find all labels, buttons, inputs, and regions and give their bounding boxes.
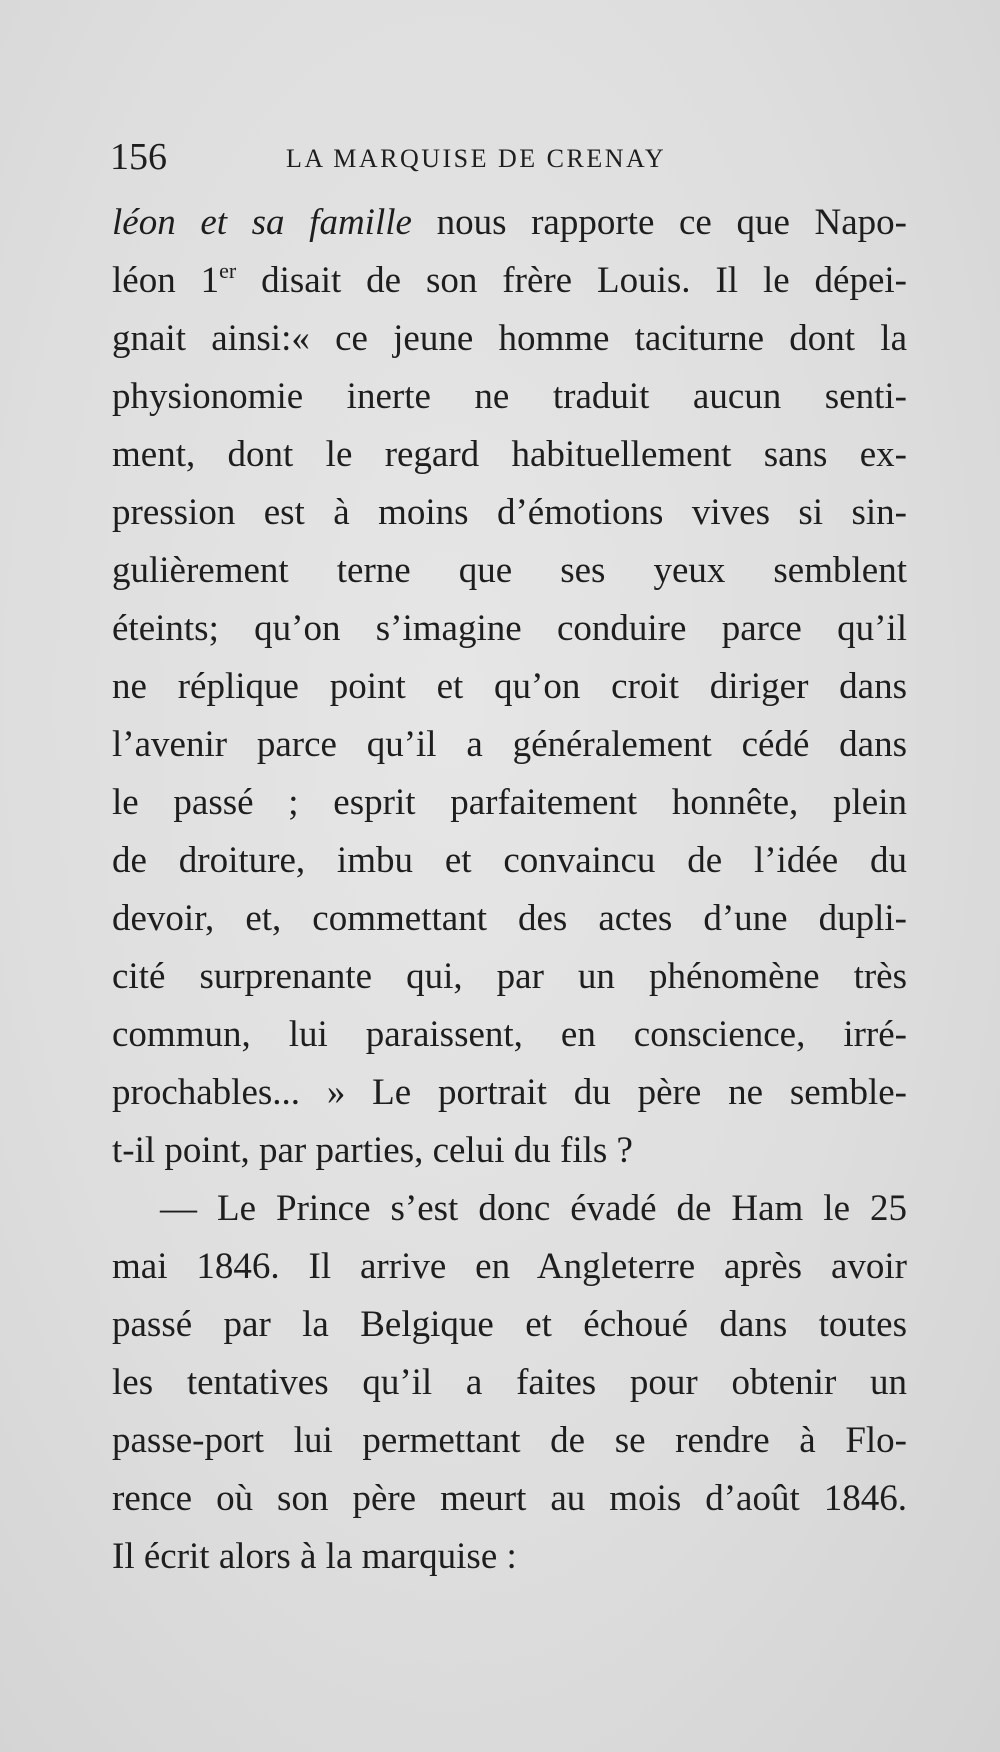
text-line: commun, lui paraissent, en conscience, irré- — [112, 1014, 907, 1055]
text-line: les tentatives qu’il a faites pour obtenir un — [112, 1362, 907, 1403]
text-line: ment, dont le regard habituellement sans ex- — [112, 434, 907, 475]
text-line: de droiture, imbu et convaincu de l’idée du — [112, 840, 907, 881]
running-head — [110, 132, 910, 182]
text-line: passe-port lui permettant de se rendre à Flo- — [112, 1420, 907, 1461]
text-line: léon 1er disait de son frère Louis. Il le dépei- — [112, 258, 907, 301]
italic-title-fragment: léon et sa famille — [112, 202, 412, 243]
text-line: passé par la Belgique et échoué dans toutes — [112, 1304, 907, 1345]
text-line-paragraph-end: Il écrit alors à la marquise : — [112, 1536, 517, 1577]
text-line: prochables... » Le portrait du père ne semble- — [112, 1072, 907, 1113]
text-line: le passé ; esprit parfaitement honnête, plein — [112, 782, 907, 823]
page-number: 156 — [110, 136, 167, 178]
text-line: devoir, et, commettant des actes d’une dupli- — [112, 898, 907, 939]
running-title: LA MARQUISE DE CRENAY — [286, 144, 667, 173]
text-line: mai 1846. Il arrive en Angleterre après avoir — [112, 1246, 907, 1287]
text-line: pression est à moins d’émotions vives si sin- — [112, 492, 907, 533]
text-line: physionomie inerte ne traduit aucun senti- — [112, 376, 907, 417]
text-line: léon et sa famille nous rapporte ce que Napo- — [112, 202, 907, 243]
text-line-paragraph-end: t-il point, par parties, celui du fils ? — [112, 1130, 633, 1171]
text-line-paragraph-start: — Le Prince s’est donc évadé de Ham le 25 — [160, 1188, 907, 1229]
text-line: l’avenir parce qu’il a généralement cédé dans — [112, 724, 907, 765]
text-line: éteints; qu’on s’imagine conduire parce qu’il — [112, 608, 907, 649]
text-line: rence où son père meurt au mois d’août 1846. — [112, 1478, 907, 1519]
text-line: ne réplique point et qu’on croit diriger dans — [112, 666, 907, 707]
ordinal-superscript: er — [219, 258, 237, 283]
text-line: gulièrement terne que ses yeux semblent — [112, 550, 907, 591]
text-line: gnait ainsi:« ce jeune homme taciturne dont la — [112, 318, 907, 359]
body-text — [112, 194, 907, 1586]
text-line: cité surprenante qui, par un phénomène très — [112, 956, 907, 997]
